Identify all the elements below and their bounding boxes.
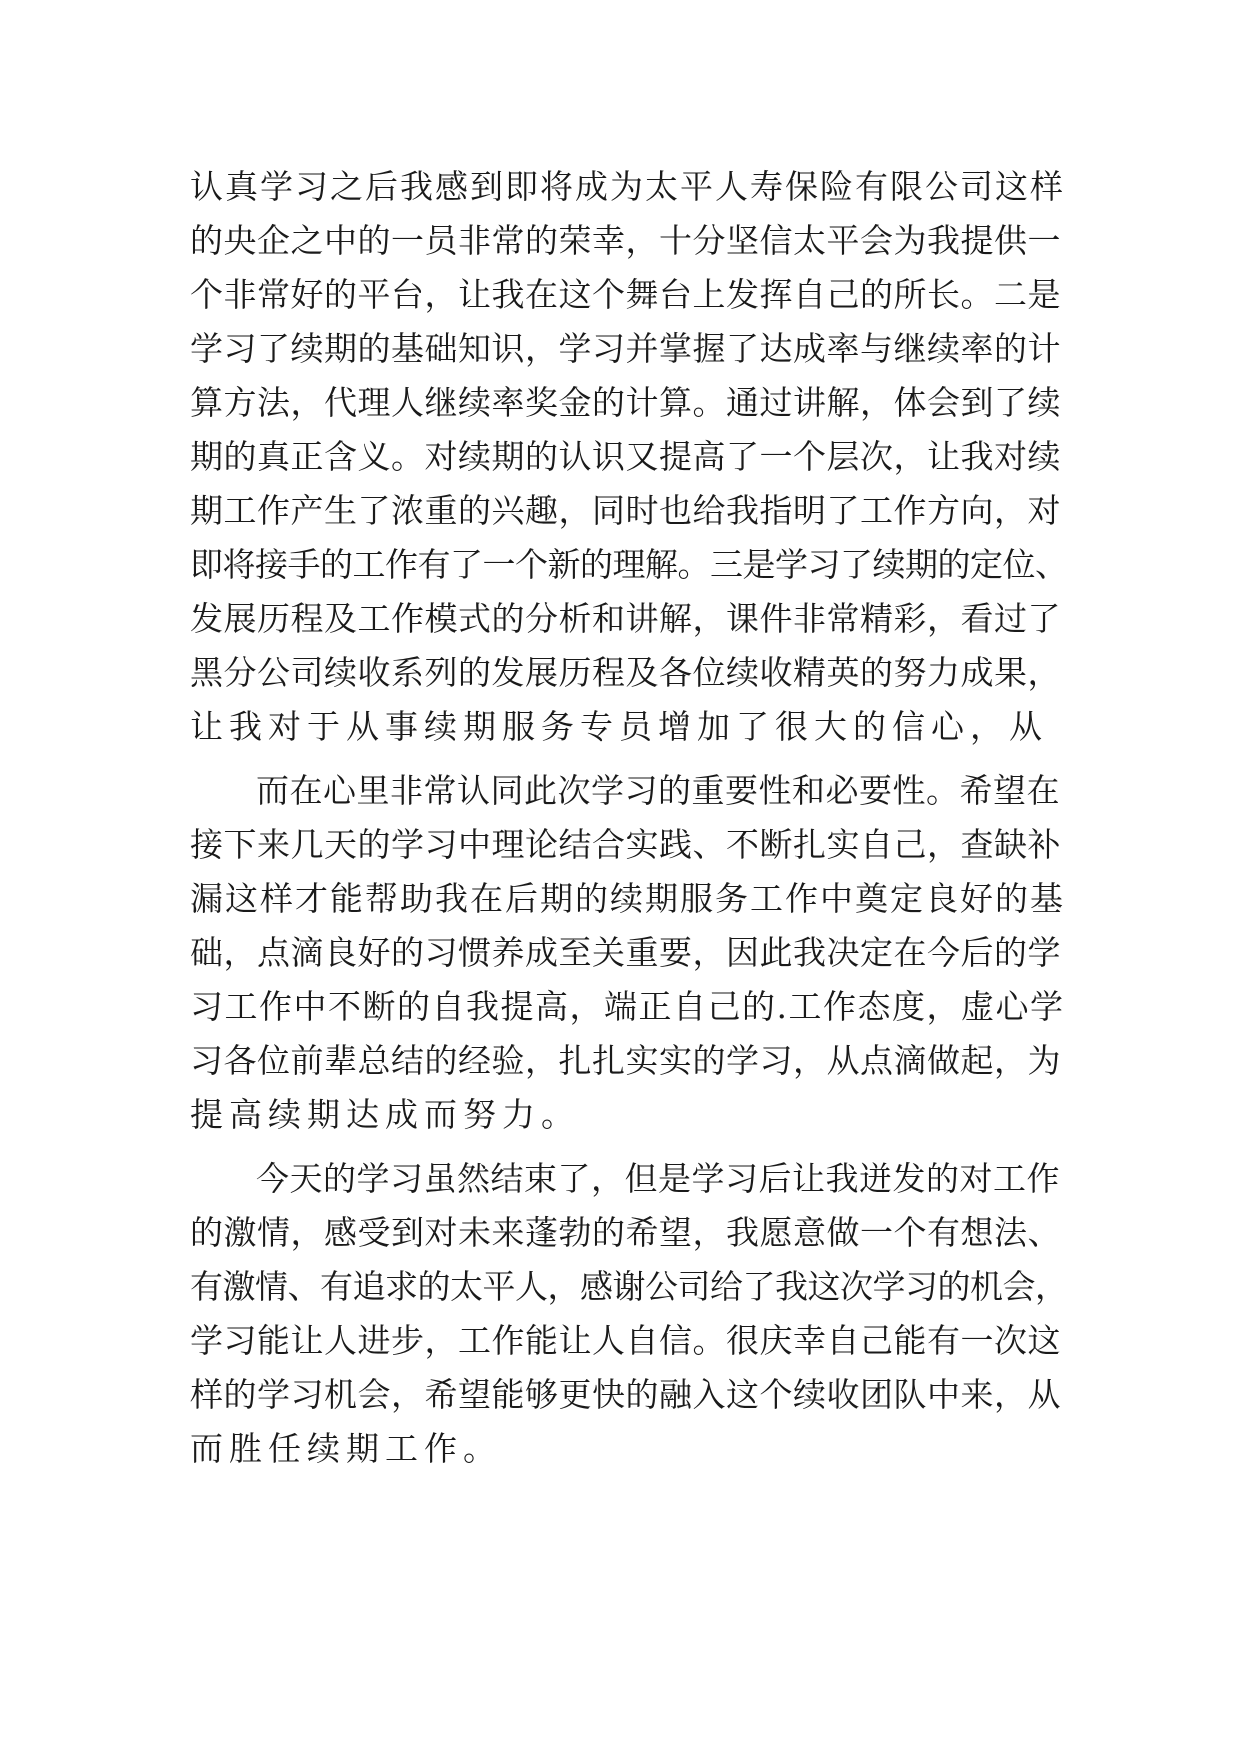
text-line: 提高续期达成而努力。 bbox=[190, 1095, 580, 1134]
text-line: 即将接手的工作有了一个新的理解。三是学习了续期的定位、 bbox=[190, 545, 1068, 584]
text-line: 让我对于从事续期服务专员增加了很大的信心，从 bbox=[190, 707, 1048, 746]
text-line: 的央企之中的一员非常的荣幸，十分坚信太平会为我提供一 bbox=[190, 221, 1061, 260]
text-line: 认真学习之后我感到即将成为太平人寿保险有限公司这样 bbox=[190, 167, 1065, 206]
text-line: 有激情、有追求的太平人，感谢公司给了我这次学习的机会， bbox=[190, 1267, 1068, 1306]
text-line-indented: 今天的学习虽然结束了，但是学习后让我迸发的对工作 bbox=[256, 1159, 1060, 1198]
text-line: 础，点滴良好的习惯养成至关重要，因此我决定在今后的学 bbox=[190, 933, 1061, 972]
text-line: 样的学习机会，希望能够更快的融入这个续收团队中来，从 bbox=[190, 1375, 1061, 1414]
text-line: 期工作产生了浓重的兴趣，同时也给我指明了工作方向，对 bbox=[190, 491, 1061, 530]
text-line: 习工作中不断的自我提高，端正自己的.工作态度，虚心学 bbox=[190, 987, 1065, 1026]
text-line: 接下来几天的学习中理论结合实践、不断扎实自己，查缺补 bbox=[190, 825, 1061, 864]
paragraph-3 bbox=[190, 1152, 1070, 1476]
text-line: 发展历程及工作模式的分析和讲解，课件非常精彩，看过了 bbox=[190, 599, 1061, 638]
text-line: 学习了续期的基础知识，学习并掌握了达成率与继续率的计 bbox=[190, 329, 1061, 368]
text-line: 而胜任续期工作。 bbox=[190, 1429, 502, 1468]
text-line: 期的真正含义。对续期的认识又提高了一个层次，让我对续 bbox=[190, 437, 1061, 476]
paragraph-2 bbox=[190, 764, 1070, 1142]
text-line: 学习能让人进步，工作能让人自信。很庆幸自己能有一次这 bbox=[190, 1321, 1061, 1360]
text-line: 漏这样才能帮助我在后期的续期服务工作中奠定良好的基 bbox=[190, 879, 1065, 918]
paragraph-1 bbox=[190, 160, 1070, 754]
text-line: 的激情，感受到对未来蓬勃的希望，我愿意做一个有想法、 bbox=[190, 1213, 1061, 1252]
text-line: 黑分公司续收系列的发展历程及各位续收精英的努力成果， bbox=[190, 653, 1061, 692]
text-line: 算方法，代理人继续率奖金的计算。通过讲解，体会到了续 bbox=[190, 383, 1061, 422]
text-line: 习各位前辈总结的经验，扎扎实实的学习，从点滴做起，为 bbox=[190, 1041, 1061, 1080]
text-line-indented: 而在心里非常认同此次学习的重要性和必要性。希望在 bbox=[256, 771, 1060, 810]
text-line: 个非常好的平台，让我在这个舞台上发挥自己的所长。二是 bbox=[190, 275, 1061, 314]
document-body bbox=[190, 160, 1070, 1476]
